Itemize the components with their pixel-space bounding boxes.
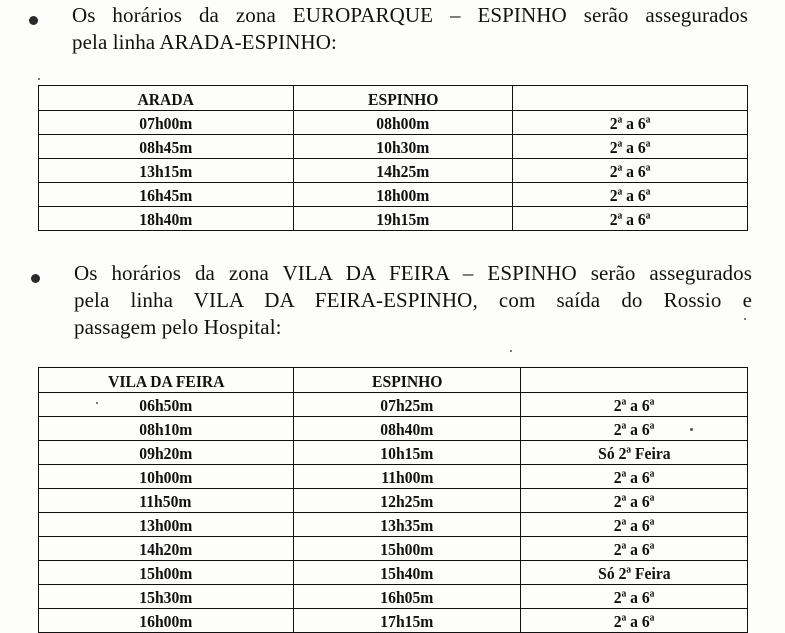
paragraph-line: Os horários da zona VILA DA FEIRA – ESPINHO serão assegurados (74, 261, 752, 285)
time-cell: 08h00m (293, 111, 513, 135)
table-row (39, 537, 748, 561)
table-vila-da-feira-espinho (38, 367, 748, 633)
table-row (39, 393, 748, 417)
time-cell: 10h15m (293, 441, 521, 465)
table-row (39, 609, 748, 633)
time-cell: 15h00m (293, 537, 521, 561)
time-cell: 08h10m (39, 417, 294, 441)
scan-speck (510, 350, 512, 352)
column-header (521, 368, 748, 393)
time-cell: 11h00m (293, 465, 521, 489)
paragraph-vila-da-feira (74, 260, 752, 341)
table-row (39, 489, 748, 513)
time-cell: 18h00m (293, 183, 513, 207)
time-cell: 06h50m (39, 393, 294, 417)
days-cell: 2ª a 6ª (513, 135, 748, 159)
time-cell: 14h25m (293, 159, 513, 183)
column-header: ARADA (39, 86, 294, 111)
time-cell: 13h35m (293, 513, 521, 537)
table-row (39, 111, 748, 135)
table-row (39, 513, 748, 537)
time-cell: 16h45m (39, 183, 294, 207)
time-cell: 11h50m (39, 489, 294, 513)
paragraph-europarque (72, 2, 748, 56)
time-cell: 13h00m (39, 513, 294, 537)
time-cell: 16h00m (39, 609, 294, 633)
scan-speck (690, 428, 693, 431)
table-header-row (39, 86, 748, 111)
table-row (39, 441, 748, 465)
bullet-2 (31, 274, 40, 283)
table-arada-espinho (38, 85, 748, 231)
table-row (39, 585, 748, 609)
days-cell: 2ª a 6ª (521, 513, 748, 537)
time-cell: 08h40m (293, 417, 521, 441)
days-cell: 2ª a 6ª (513, 207, 748, 231)
days-cell: Só 2ª Feira (521, 561, 748, 585)
column-header: ESPINHO (293, 368, 521, 393)
paragraph-line: pela linha VILA DA FEIRA-ESPINHO, com saída do Rossio e (74, 288, 752, 312)
table-row (39, 417, 748, 441)
time-cell: 19h15m (293, 207, 513, 231)
time-cell: 15h40m (293, 561, 521, 585)
days-cell: 2ª a 6ª (521, 489, 748, 513)
days-cell: Só 2ª Feira (521, 441, 748, 465)
column-header (513, 86, 748, 111)
time-cell: 12h25m (293, 489, 521, 513)
table-row (39, 465, 748, 489)
time-cell: 09h20m (39, 441, 294, 465)
table-row (39, 561, 748, 585)
time-cell: 17h15m (293, 609, 521, 633)
time-cell: 10h00m (39, 465, 294, 489)
scan-speck (744, 318, 746, 320)
time-cell: 07h00m (39, 111, 294, 135)
table-header-row (39, 368, 748, 393)
paragraph-line: pela linha ARADA-ESPINHO: (72, 30, 337, 54)
time-cell: 18h40m (39, 207, 294, 231)
days-cell: 2ª a 6ª (521, 609, 748, 633)
time-cell: 13h15m (39, 159, 294, 183)
scan-speck (38, 78, 40, 80)
days-cell: 2ª a 6ª (521, 417, 748, 441)
days-cell: 2ª a 6ª (513, 111, 748, 135)
days-cell: 2ª a 6ª (521, 465, 748, 489)
table-row (39, 207, 748, 231)
days-cell: 2ª a 6ª (513, 159, 748, 183)
time-cell: 10h30m (293, 135, 513, 159)
column-header: VILA DA FEIRA (39, 368, 294, 393)
bullet-1 (29, 16, 38, 25)
scan-speck (96, 402, 98, 404)
column-header: ESPINHO (293, 86, 513, 111)
time-cell: 15h00m (39, 561, 294, 585)
days-cell: 2ª a 6ª (513, 183, 748, 207)
time-cell: 14h20m (39, 537, 294, 561)
days-cell: 2ª a 6ª (521, 537, 748, 561)
paragraph-line: Os horários da zona EUROPARQUE – ESPINHO serão assegurados (72, 3, 748, 27)
time-cell: 15h30m (39, 585, 294, 609)
time-cell: 16h05m (293, 585, 521, 609)
days-cell: 2ª a 6ª (521, 585, 748, 609)
days-cell: 2ª a 6ª (521, 393, 748, 417)
time-cell: 08h45m (39, 135, 294, 159)
paragraph-line: passagem pelo Hospital: (74, 315, 282, 339)
table-row (39, 159, 748, 183)
table-row (39, 135, 748, 159)
time-cell: 07h25m (293, 393, 521, 417)
table-row (39, 183, 748, 207)
